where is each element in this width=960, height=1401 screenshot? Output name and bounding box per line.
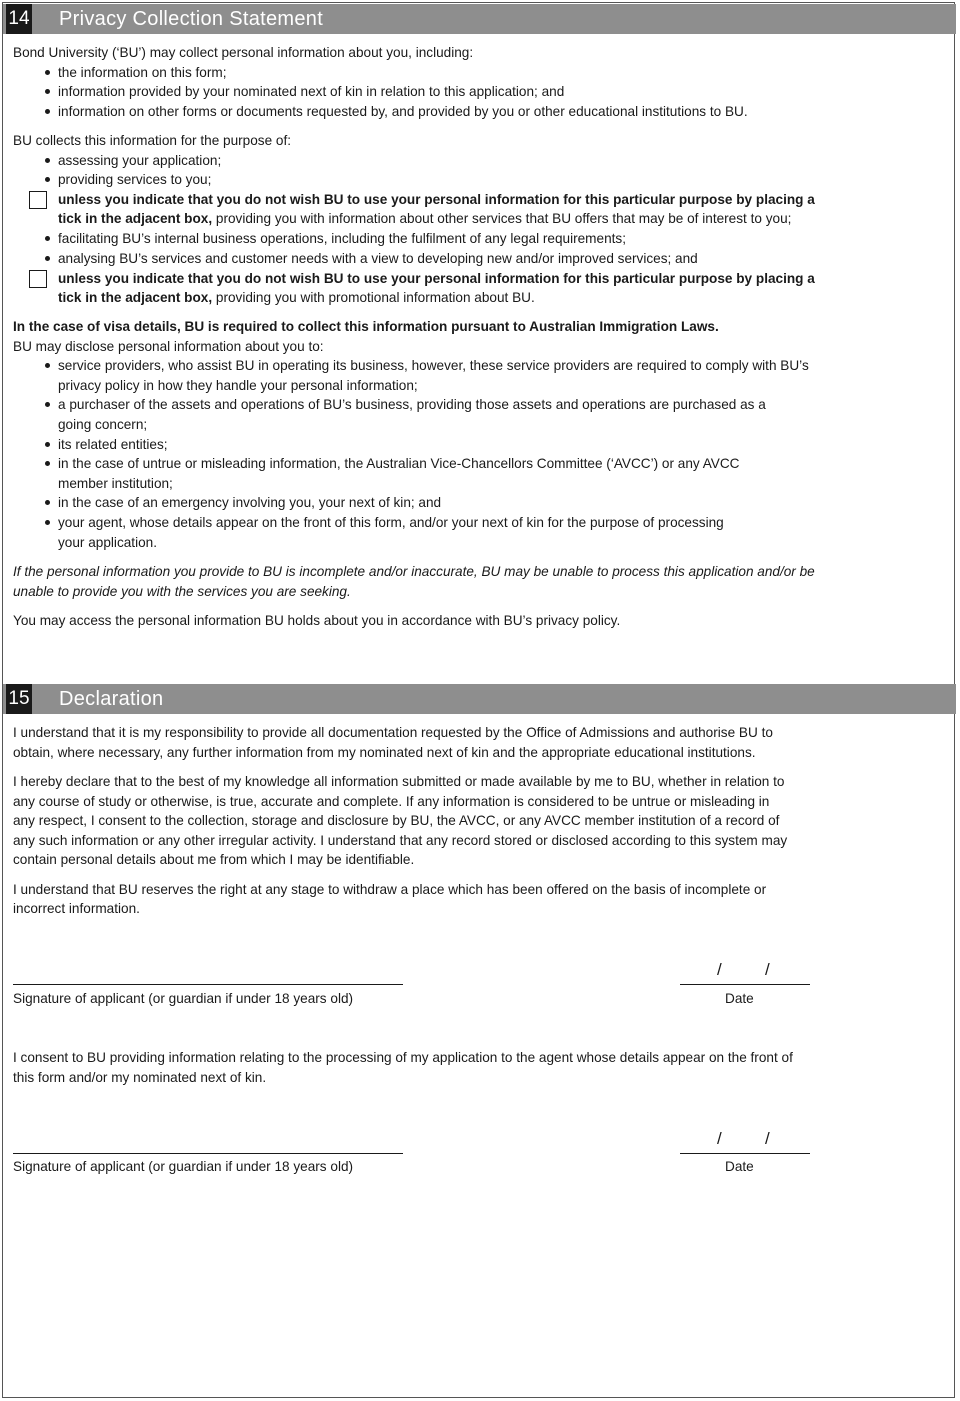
date-separator-2b: / (765, 1129, 770, 1148)
incomplete-notice-2: unable to provide you with the services you are seeking. (13, 584, 351, 599)
section-14-title: Privacy Collection Statement (59, 8, 324, 30)
purpose-item-1: assessing your application; (58, 153, 222, 168)
disclose-item-1b: privacy policy in how they handle your personal information; (58, 378, 418, 393)
purpose-item-3: facilitating BU’s internal business operations, including the fulfilment of any legal requirements; (58, 231, 626, 246)
purpose-intro: BU collects this information for the purpose of: (13, 133, 292, 148)
disclose-item-3: its related entities; (58, 437, 168, 452)
collect-item-2: information provided by your nominated next of kin in relation to this application; and (58, 84, 565, 99)
bullet-icon (45, 363, 50, 368)
section-15-number: 15 (6, 684, 32, 714)
disclose-item-2b: going concern; (58, 417, 148, 432)
disclose-item-6a: your agent, whose details appear on the front of this form, and/or your next of kin for the purpose of processing (58, 515, 724, 530)
section-14-number: 14 (6, 4, 32, 34)
date-separator-1a: / (717, 960, 722, 979)
bullet-icon (45, 520, 50, 525)
date-separator-2a: / (717, 1129, 722, 1148)
bullet-icon (45, 236, 50, 241)
optout-services-bold-2: tick in the adjacent box, (58, 211, 213, 226)
date-label-2: Date (725, 1159, 754, 1174)
signature-line-1[interactable] (13, 984, 403, 985)
disclose-item-1a: service providers, who assist BU in operating its business, however, these service providers are required to comply with BU’s (58, 358, 809, 373)
optout-promotional-line-2 (58, 288, 535, 308)
collect-intro: Bond University (‘BU’) may collect personal information about you, including: (13, 45, 474, 60)
consent-line-2: this form and/or my nominated next of kin. (13, 1070, 267, 1085)
disclose-item-6b: your application. (58, 535, 157, 550)
bullet-icon (45, 256, 50, 261)
declaration-para-1-line-2: obtain, where necessary, any further information from my nominated next of kin and the appropriate educational institutions. (13, 745, 756, 760)
bullet-icon (45, 500, 50, 505)
optout-promotional-checkbox[interactable] (29, 270, 47, 288)
optout-promotional-rest: providing you with promotional information about BU. (212, 290, 535, 305)
optout-services-bold-1: unless you indicate that you do not wish BU to use your personal information for this particular purpose by placing a (58, 192, 815, 207)
declaration-para-2-line-3: any respect, I consent to the collection, storage and disclosure by BU, the AVCC, or any AVCC member institution of a record of (13, 813, 780, 828)
access-notice: You may access the personal information BU holds about you in accordance with BU’s privacy policy. (13, 613, 621, 628)
signature-label-1: Signature of applicant (or guardian if under 18 years old) (13, 991, 354, 1006)
visa-notice: In the case of visa details, BU is required to collect this information pursuant to Australian Immigration Laws. (13, 319, 719, 334)
optout-services-checkbox[interactable] (29, 191, 47, 209)
section-15-header (3, 684, 956, 714)
disclose-item-2a: a purchaser of the assets and operations of BU’s business, providing those assets and operations are purchased as a (58, 397, 766, 412)
section-15-title: Declaration (59, 688, 164, 710)
bullet-icon (45, 109, 50, 114)
bullet-icon (45, 461, 50, 466)
collect-item-3: information on other forms or documents requested by, and provided by you or other educational institutions to BU. (58, 104, 748, 119)
disclose-intro: BU may disclose personal information about you to: (13, 339, 324, 354)
bullet-icon (45, 177, 50, 182)
date-label-1: Date (725, 991, 754, 1006)
optout-services-line-2 (58, 209, 791, 229)
disclose-item-4b: member institution; (58, 476, 173, 491)
declaration-para-1-line-1: I understand that it is my responsibility to provide all documentation requested by the Office of Admissions and authorise BU to (13, 725, 773, 740)
collect-item-1: the information on this form; (58, 65, 227, 80)
bullet-icon (45, 89, 50, 94)
disclose-item-5: in the case of an emergency involving you, your next of kin; and (58, 495, 442, 510)
date-line-1[interactable] (680, 984, 810, 985)
bullet-icon (45, 402, 50, 407)
purpose-item-4: analysing BU’s services and customer needs with a view to developing new and/or improved services; and (58, 251, 698, 266)
bullet-icon (45, 442, 50, 447)
declaration-para-2-line-1: I hereby declare that to the best of my knowledge all information submitted or made available by me to BU, whether in relation to (13, 774, 785, 789)
declaration-para-2-line-2: any course of study or otherwise, is true, accurate and complete. If any information is considered to be untrue or misleading in (13, 794, 770, 809)
signature-line-2[interactable] (13, 1153, 403, 1154)
bullet-icon (45, 158, 50, 163)
section-14-header (3, 4, 956, 34)
date-separator-1b: / (765, 960, 770, 979)
optout-promotional-bold-1: unless you indicate that you do not wish BU to use your personal information for this particular purpose by placing a (58, 271, 815, 286)
purpose-item-2: providing services to you; (58, 172, 212, 187)
optout-promotional-bold-2: tick in the adjacent box, (58, 290, 213, 305)
optout-services-rest: providing you with information about other services that BU offers that may be of interest to you; (212, 211, 792, 226)
incomplete-notice-1: If the personal information you provide to BU is incomplete and/or inaccurate, BU may be unable to process this application and/or be (13, 564, 815, 579)
declaration-para-3-line-1: I understand that BU reserves the right at any stage to withdraw a place which has been offered on the basis of incomplete or (13, 882, 767, 897)
consent-line-1: I consent to BU providing information relating to the processing of my application to the agent whose details appear on the front of (13, 1050, 793, 1065)
declaration-para-2-line-5: contain personal details about me from which I may be identifiable. (13, 852, 415, 867)
date-line-2[interactable] (680, 1153, 810, 1154)
declaration-para-2-line-4: any such information or any other irregular activity. I understand that any record stored or disclosed according to this system may (13, 833, 788, 848)
bullet-icon (45, 70, 50, 75)
signature-label-2: Signature of applicant (or guardian if under 18 years old) (13, 1159, 354, 1174)
declaration-para-3-line-2: incorrect information. (13, 901, 140, 916)
disclose-item-4a: in the case of untrue or misleading information, the Australian Vice-Chancellors Committee (‘AVCC’) or any AVCC (58, 456, 740, 471)
